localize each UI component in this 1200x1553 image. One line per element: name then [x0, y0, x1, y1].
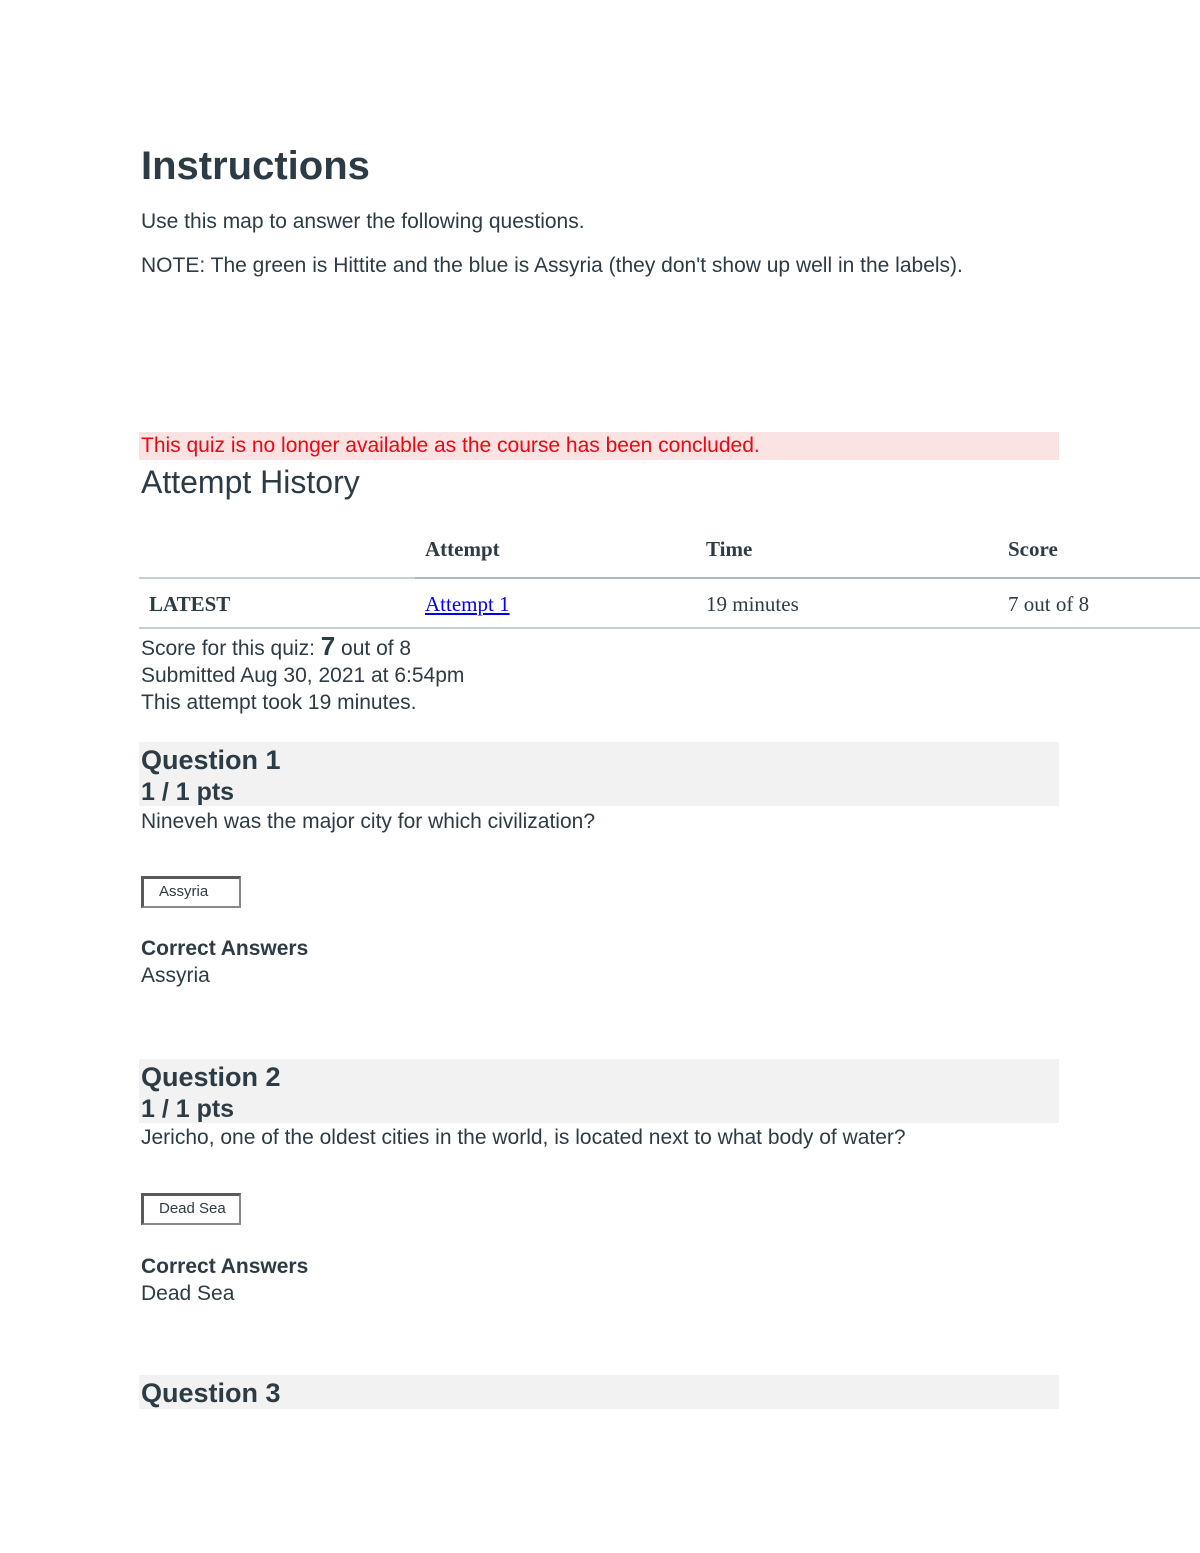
score-value: 7	[320, 631, 336, 661]
question-1-header	[139, 742, 1059, 806]
attempt-time: 19 minutes	[706, 592, 799, 616]
column-header-attempt: Attempt	[425, 537, 500, 561]
correct-answers-label: Correct Answers	[141, 1255, 309, 1278]
table-header-divider-strong	[415, 577, 1200, 579]
column-header-time: Time	[706, 537, 753, 561]
correct-answers-label: Correct Answers	[141, 937, 309, 960]
table-row-divider	[139, 627, 1200, 629]
banner-text: This quiz is no longer available as the course has been concluded.	[141, 434, 760, 457]
instructions-text: Use this map to answer the following questions.	[141, 210, 585, 233]
answer-field	[141, 876, 241, 908]
question-title: Question 3	[141, 1378, 281, 1408]
attempt-history-heading: Attempt History	[141, 464, 360, 500]
instructions-note: NOTE: The green is Hittite and the blue is Assyria (they don't show up well in the labels).	[141, 254, 963, 277]
attempt-1-link[interactable]: Attempt 1	[425, 592, 510, 616]
attempt-score: 7 out of 8	[1008, 592, 1090, 616]
score-prefix: Score for this quiz:	[141, 637, 321, 660]
latest-label: LATEST	[149, 592, 231, 616]
question-text: Nineveh was the major city for which civilization?	[141, 810, 596, 833]
correct-answer-value: Dead Sea	[141, 1282, 235, 1305]
score-suffix: out of 8	[335, 637, 412, 660]
question-title: Question 2	[141, 1062, 281, 1092]
question-2-header	[139, 1059, 1059, 1123]
answer-value: Assyria	[159, 883, 209, 900]
submitted-line: Submitted Aug 30, 2021 at 6:54pm	[141, 664, 465, 687]
quiz-score-line	[141, 632, 411, 663]
question-text: Jericho, one of the oldest cities in the world, is located next to what body of water?	[141, 1126, 906, 1149]
instructions-heading: Instructions	[141, 144, 370, 188]
answer-value: Dead Sea	[159, 1200, 226, 1217]
question-title: Question 1	[141, 745, 281, 775]
quiz-unavailable-banner	[139, 432, 1059, 460]
correct-answer-value: Assyria	[141, 964, 210, 987]
duration-line: This attempt took 19 minutes.	[141, 691, 417, 714]
question-points: 1 / 1 pts	[141, 1095, 235, 1123]
answer-field	[141, 1193, 241, 1225]
column-header-score: Score	[1008, 537, 1058, 561]
question-points: 1 / 1 pts	[141, 778, 235, 806]
question-3-header	[139, 1375, 1059, 1409]
